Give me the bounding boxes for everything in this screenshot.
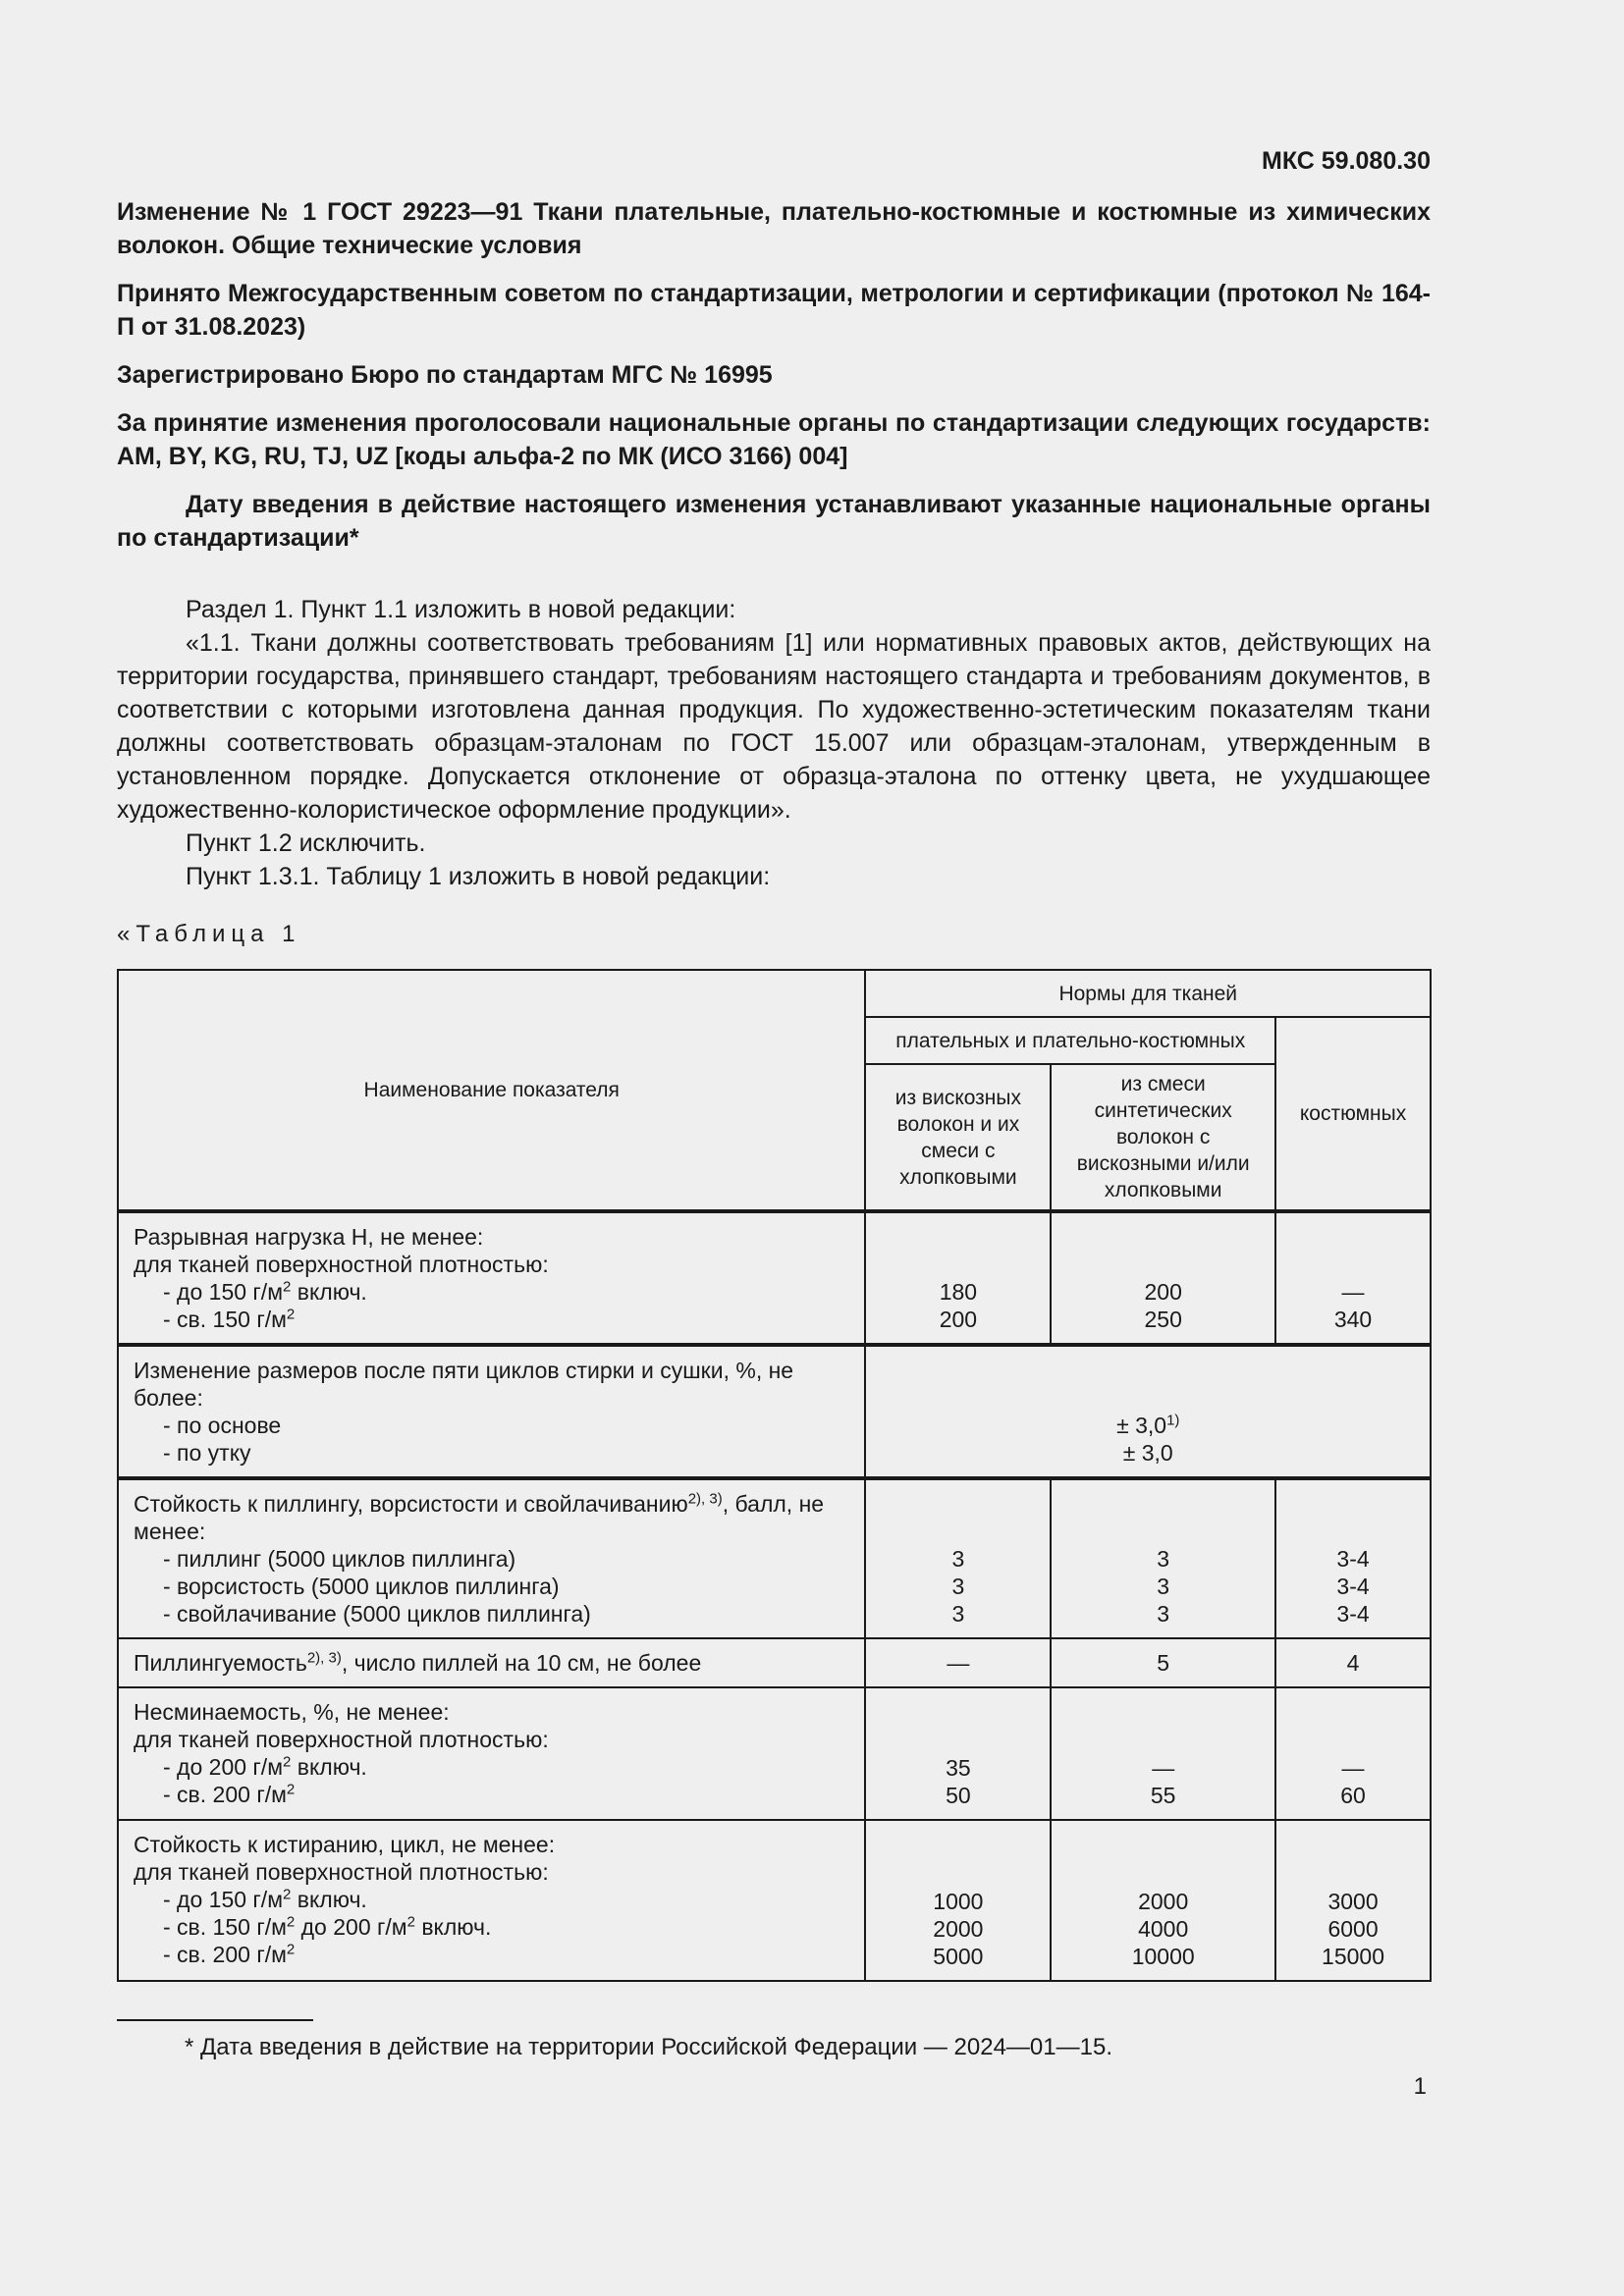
amendment-body [117,593,1431,893]
row-sub: - до 200 $г/м^2$ включ. [163,1753,367,1780]
cell-value: 5 [1051,1638,1275,1687]
header-viscose: из вискозных волокон и их смеси с хлопковыми [865,1064,1051,1211]
cell-values: 3000 6000 15000 [1275,1820,1431,1981]
header-norms: Нормы для тканей [865,970,1431,1017]
table-row [118,1687,1431,1820]
norms-table [117,969,1432,1982]
row-text: Несминаемость, %, не менее: [134,1699,450,1725]
footnote-divider [117,2019,313,2021]
row-size-change [118,1345,865,1478]
cell-values: 3 3 3 [1051,1478,1275,1638]
cell-values: 3 3 3 [865,1478,1051,1638]
cell-values: 35 50 [865,1687,1051,1820]
cell-values: 200 250 [1051,1211,1275,1345]
table-row [118,1820,1431,1981]
row-sub: - ворсистость (5000 циклов пиллинга) [163,1574,560,1599]
mks-code: МКС 59.080.30 [1262,147,1431,175]
row-sub: - по основе [163,1413,282,1438]
header-suit-fabrics: костюмных [1275,1017,1431,1211]
cell-values: — 340 [1275,1211,1431,1345]
header-dress-fabrics: плательных и плательно-костюмных [865,1017,1275,1064]
table-row [118,1211,1431,1345]
row-text: Стойкость к пиллингу, ворсистости и свойлачиванию$^{2), 3)}$, балл, не менее: [134,1490,825,1544]
row-text: Стойкость к истиранию, цикл, не менее: [134,1832,556,1857]
page-number: 1 [1413,2073,1427,2100]
cell-value: 4 [1275,1638,1431,1687]
header-synthetic-blend: из смеси синтетических волокон с вискозными и/или хлопковыми [1051,1064,1275,1211]
row-sub: - до 150 $г/м^2$ включ. [163,1278,367,1305]
row-text: для тканей поверхностной плотностью: [134,1252,549,1277]
table-header-row [118,970,1431,1017]
row-abrasion-resistance [118,1820,865,1981]
row-sub: - по утку [163,1440,251,1466]
item-1-2: Пункт 1.2 исключить. [186,829,426,857]
row-pilling-count: Пиллингуемость$^{2), 3)}$, число пиллей на 10 см, не более [118,1638,865,1687]
paragraph-1-1: «1.1. Ткани должны соответствовать требованиям [1] или нормативных правовых актов, действующих на территории государства, принявшего стандарт, требованиям настоящего стандарта и требованиям документов, в соответствии с которыми изготовлена данная продукция. По художественно-эстетическим показателям ткани должны соответствовать образцам-эталонам по ГОСТ 15.007 или образцам-эталонам, утвержденным в установленном порядке. Допускается отклонение от образца-эталона по оттенку цвета, не ухудшающее художественно-колористическое оформление продукции». [117,629,1431,824]
row-text: для тканей поверхностной плотностью: [134,1859,549,1885]
cell-values: ± $3,0^{1)}$ ± 3,0 [865,1345,1431,1478]
table-caption: «Таблица 1 [117,921,301,947]
amendment-title: Изменение № 1 ГОСТ 29223—91 Ткани плательные, плательно-костюмные и костюмные из химических волокон. Общие технические условия [117,198,1431,259]
row-text: для тканей поверхностной плотностью: [134,1727,549,1752]
row-text: Изменение размеров после пяти циклов стирки и сушки, %, не более: [134,1358,794,1411]
header-indicator-name: Наименование показателя [118,970,865,1211]
effective-date-note: Дату введения в действие настоящего изменения устанавливают указанные национальные органы по стандартизации* [117,491,1431,552]
cell-values: — 55 [1051,1687,1275,1820]
row-sub: - свойлачивание (5000 циклов пиллинга) [163,1601,591,1627]
row-breaking-load [118,1211,865,1345]
cell-values: — 60 [1275,1687,1431,1820]
table-row [118,1345,1431,1478]
row-sub: - св. 150 $г/м^2$ [163,1306,296,1332]
section-line: Раздел 1. Пункт 1.1 изложить в новой редакции: [186,596,736,623]
adoption-note: Принято Межгосударственным советом по стандартизации, метрологии и сертификации (протокол № 164-П от 31.08.2023) [117,280,1431,341]
row-sub: - до 150 $г/м^2$ включ. [163,1886,367,1912]
footnote: * Дата введения в действие на территории Российской Федерации — 2024—01—15. [185,2034,1112,2060]
cell-values: 2000 4000 10000 [1051,1820,1275,1981]
row-sub: - св. 150 $г/м^2$ до 200 $г/м^2$ включ. [163,1913,492,1940]
cell-value: — [865,1638,1051,1687]
cell-values: 1000 2000 5000 [865,1820,1051,1981]
voting-note: За принятие изменения проголосовали национальные органы по стандартизации следующих государств: AM, BY, KG, RU, TJ, UZ [коды альфа-2 по МК (ИСО 3166) 004] [117,409,1431,470]
cell-values: 3-4 3-4 3-4 [1275,1478,1431,1638]
row-sub: - св. 200 $г/м^2$ [163,1781,296,1807]
row-pilling-resistance [118,1478,865,1638]
table-row [118,1638,1431,1687]
row-crease-resistance [118,1687,865,1820]
table-row [118,1478,1431,1638]
row-sub: - св. 200 $г/м^2$ [163,1941,296,1967]
item-1-3-1: Пункт 1.3.1. Таблицу 1 изложить в новой редакции: [186,863,771,890]
row-text: Разрывная нагрузка Н, не менее: [134,1224,484,1250]
row-sub: - пиллинг (5000 циклов пиллинга) [163,1546,516,1572]
cell-values: 180 200 [865,1211,1051,1345]
registration-note: Зарегистрировано Бюро по стандартам МГС № 16995 [117,361,773,389]
